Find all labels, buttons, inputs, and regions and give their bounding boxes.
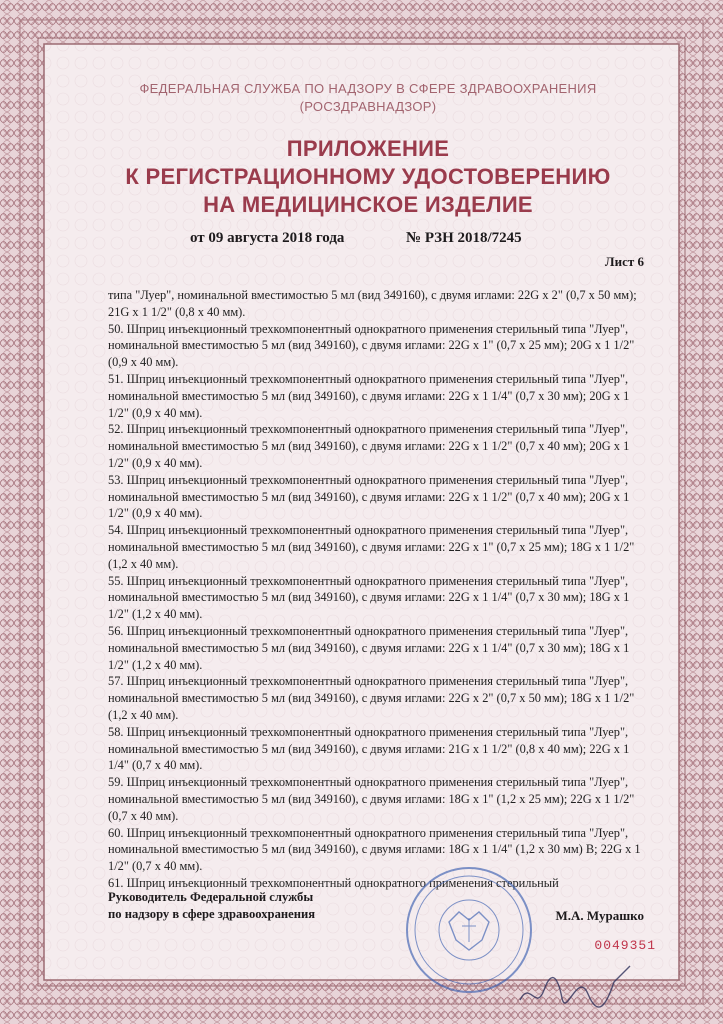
list-item: 57. Шприц инъекционный трехкомпонентный однократного применения стерильный типа "Луер", номинальной вместимостью 5 мл (вид 349160), с двумя иглами: 22G x 2" (0,7 x 50 мм); 18G x 1 1/2" (1,2 x 40 мм). [108,674,635,722]
signatory-title-line-2: по надзору в сфере здравоохранения [108,907,316,921]
list-item: 53. Шприц инъекционный трехкомпонентный однократного применения стерильный типа "Луер", номинальной вместимостью 5 мл (вид 349160), с двумя иглами: 22G x 1 1/2" (0,7 x 40 мм); 20G x 1 1/2" (0,9 x 40 мм). [108,472,630,521]
list-item: типа "Луер", номинальной вместимостью 5 мл (вид 349160), с двумя иглами: 22G x 2" (0,7 x 50 мм); 21G x 1 1/2" (0,8 x 40 мм). [108,288,637,319]
signature-scribble-icon [518,960,638,1020]
list-item: 56. Шприц инъекционный трехкомпонентный однократного применения стерильный типа "Луер", номинальной вместимостью 5 мл (вид 349160), с двумя иглами: 22G x 1 1/4" (0,7 x 30 мм); 18G x 1 1/2" (1,2 x 40 мм). [108,623,630,672]
sheet-number: Лист 6 [604,254,644,269]
document-title [78,135,658,219]
list-item: 60. Шприц инъекционный трехкомпонентный однократного применения стерильный типа "Луер", номинальной вместимостью 5 мл (вид 349160), с двумя иглами: 18G x 1 1/4" (1,2 x 30 мм) В; 22G x 1 1/2" (0,7 x 40 мм). [108,825,641,874]
serial-number: 0049351 [594,938,656,953]
list-item: 54. Шприц инъекционный трехкомпонентный однократного применения стерильный типа "Луер", номинальной вместимостью 5 мл (вид 349160), с двумя иглами: 22G x 1" (0,7 x 25 мм); 18G x 1 1/2" (1,2 x 40 мм). [108,523,635,571]
signatory-title [108,889,315,923]
item-list [108,287,653,892]
official-seal-icon [404,860,534,1000]
list-item: 51. Шприц инъекционный трехкомпонентный однократного применения стерильный типа "Луер", номинальной вместимостью 5 мл (вид 349160), с двумя иглами: 22G x 1 1/4" (0,7 x 30 мм); 20G x 1 1/2" (0,9 x 40 мм). [108,371,630,420]
agency-abbreviation: (РОСЗДРАВНАДЗОР) [299,99,437,114]
certificate-number: № РЗН 2018/7245 [406,230,522,246]
list-item: 55. Шприц инъекционный трехкомпонентный однократного применения стерильный типа "Луер", номинальной вместимостью 5 мл (вид 349160), с двумя иглами: 22G x 1 1/4" (0,7 x 30 мм); 18G x 1 1/2" (1,2 x 40 мм). [108,573,630,622]
title-line-1: ПРИЛОЖЕНИЕ [286,136,450,161]
title-line-2: К РЕГИСТРАЦИОННОМУ УДОСТОВЕРЕНИЮ [125,164,611,189]
list-item: 50. Шприц инъекционный трехкомпонентный однократного применения стерильный типа "Луер", номинальной вместимостью 5 мл (вид 349160), с двумя иглами: 22G x 1" (0,7 x 25 мм); 20G x 1 1/2" (0,9 x 40 мм). [108,321,635,370]
agency-name: ФЕДЕРАЛЬНАЯ СЛУЖБА ПО НАДЗОРУ В СФЕРЕ ЗДРАВООХРАНЕНИЯ [139,81,597,96]
signatory-title-line-1: Руководитель Федеральной службы [108,890,314,904]
certificate-date: от 09 августа 2018 года [190,230,345,246]
certificate-info [78,230,658,250]
signatory-name: М.А. Мурашко [555,908,644,923]
list-item: 59. Шприц инъекционный трехкомпонентный однократного применения стерильный типа "Луер", номинальной вместимостью 5 мл (вид 349160), с двумя иглами: 18G x 1" (1,2 x 25 мм); 22G x 1 1/2" (0,7 x 40 мм). [108,775,635,823]
agency-header [78,80,658,116]
list-item: 58. Шприц инъекционный трехкомпонентный однократного применения стерильный типа "Луер", номинальной вместимостью 5 мл (вид 349160), с двумя иглами: 21G x 1 1/2" (0,8 x 40 мм); 22G x 1 1/4" (0,7 x 40 мм). [108,724,630,773]
document-content [78,60,658,990]
list-item: 52. Шприц инъекционный трехкомпонентный однократного применения стерильный типа "Луер", номинальной вместимостью 5 мл (вид 349160), с двумя иглами: 22G x 1 1/2" (0,7 x 40 мм); 20G x 1 1/2" (0,9 x 40 мм). [108,422,630,470]
title-line-3: НА МЕДИЦИНСКОЕ ИЗДЕЛИЕ [203,192,533,217]
list-item: 61. Шприц инъекционный трехкомпонентный однократного применения стерильный [108,875,559,890]
